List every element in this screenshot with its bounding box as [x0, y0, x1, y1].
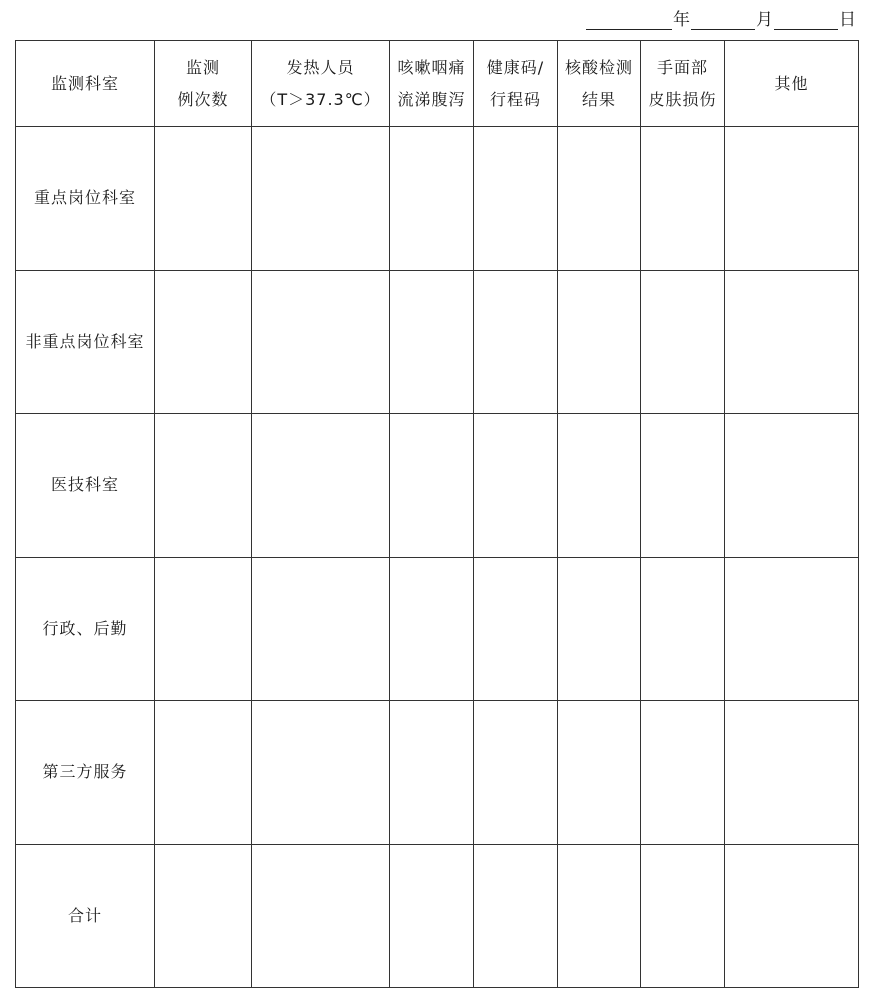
row-label: 非重点岗位科室: [16, 270, 155, 414]
table-cell[interactable]: [725, 701, 859, 845]
col-header-count: [155, 41, 252, 127]
table-row: [16, 844, 859, 988]
table-row: [16, 127, 859, 271]
row-label: 合计: [16, 844, 155, 988]
header-line: 咳嗽咽痛: [397, 57, 466, 77]
table-cell[interactable]: [558, 701, 641, 845]
table-cell[interactable]: [725, 414, 859, 558]
table-cell[interactable]: [252, 414, 390, 558]
table-cell[interactable]: [474, 414, 558, 558]
table-cell[interactable]: [252, 844, 390, 988]
table-cell[interactable]: [252, 270, 390, 414]
table-row: [16, 557, 859, 701]
monitoring-table: [15, 40, 859, 988]
table-cell[interactable]: [474, 127, 558, 271]
table-cell[interactable]: [641, 844, 725, 988]
col-header-fever: [252, 41, 390, 127]
header-line: 其他: [774, 73, 809, 93]
header-line: 监测科室: [50, 73, 119, 93]
header-line: 监测: [185, 57, 220, 77]
table-cell[interactable]: [725, 557, 859, 701]
table-cell[interactable]: [390, 557, 474, 701]
header-line: 例次数: [177, 89, 229, 109]
table-cell[interactable]: [558, 414, 641, 558]
header-line: 健康码/: [486, 57, 545, 77]
header-line: 结果: [581, 89, 616, 109]
header-line: 行程码: [489, 89, 541, 109]
table-cell[interactable]: [474, 557, 558, 701]
row-label: 医技科室: [16, 414, 155, 558]
year-blank[interactable]: [586, 10, 672, 30]
table-cell[interactable]: [558, 270, 641, 414]
col-header-skin-injury: [641, 41, 725, 127]
table-cell[interactable]: [390, 127, 474, 271]
date-line: [586, 10, 857, 30]
col-header-symptoms: [390, 41, 474, 127]
header-line: 流涕腹泻: [397, 89, 466, 109]
header-row: [16, 41, 859, 127]
table-cell[interactable]: [390, 844, 474, 988]
table-cell[interactable]: [252, 701, 390, 845]
table-cell[interactable]: [155, 127, 252, 271]
table-cell[interactable]: [252, 557, 390, 701]
table-row: [16, 414, 859, 558]
table-cell[interactable]: [725, 270, 859, 414]
table-cell[interactable]: [641, 414, 725, 558]
row-label: 第三方服务: [16, 701, 155, 845]
table-cell[interactable]: [641, 701, 725, 845]
table-cell[interactable]: [155, 557, 252, 701]
header-line: 手面部: [656, 57, 708, 77]
year-label: 年: [673, 10, 690, 30]
table-row: [16, 701, 859, 845]
col-header-health-code: [474, 41, 558, 127]
table-row: [16, 270, 859, 414]
header-line: （T＞37.3℃）: [260, 89, 381, 109]
day-blank[interactable]: [774, 10, 838, 30]
table-cell[interactable]: [641, 557, 725, 701]
col-header-department: [16, 41, 155, 127]
col-header-nucleic-test: [558, 41, 641, 127]
month-blank[interactable]: [691, 10, 755, 30]
row-label: 重点岗位科室: [16, 127, 155, 271]
table-cell[interactable]: [725, 127, 859, 271]
table-cell[interactable]: [558, 127, 641, 271]
table-cell[interactable]: [474, 844, 558, 988]
col-header-other: [725, 41, 859, 127]
table-cell[interactable]: [155, 701, 252, 845]
table-cell[interactable]: [155, 414, 252, 558]
table-cell[interactable]: [474, 701, 558, 845]
table-cell[interactable]: [725, 844, 859, 988]
table-cell[interactable]: [155, 270, 252, 414]
table-cell[interactable]: [641, 127, 725, 271]
table-cell[interactable]: [558, 557, 641, 701]
table-cell[interactable]: [155, 844, 252, 988]
table-cell[interactable]: [252, 127, 390, 271]
table-cell[interactable]: [641, 270, 725, 414]
header-line: 皮肤损伤: [648, 89, 717, 109]
month-label: 月: [756, 10, 773, 30]
table-cell[interactable]: [390, 701, 474, 845]
table-cell[interactable]: [390, 270, 474, 414]
table-cell[interactable]: [390, 414, 474, 558]
header-line: 核酸检测: [564, 57, 633, 77]
header-line: 发热人员: [286, 57, 355, 77]
table-cell[interactable]: [558, 844, 641, 988]
row-label: 行政、后勤: [16, 557, 155, 701]
day-label: 日: [839, 10, 856, 30]
table-cell[interactable]: [474, 270, 558, 414]
